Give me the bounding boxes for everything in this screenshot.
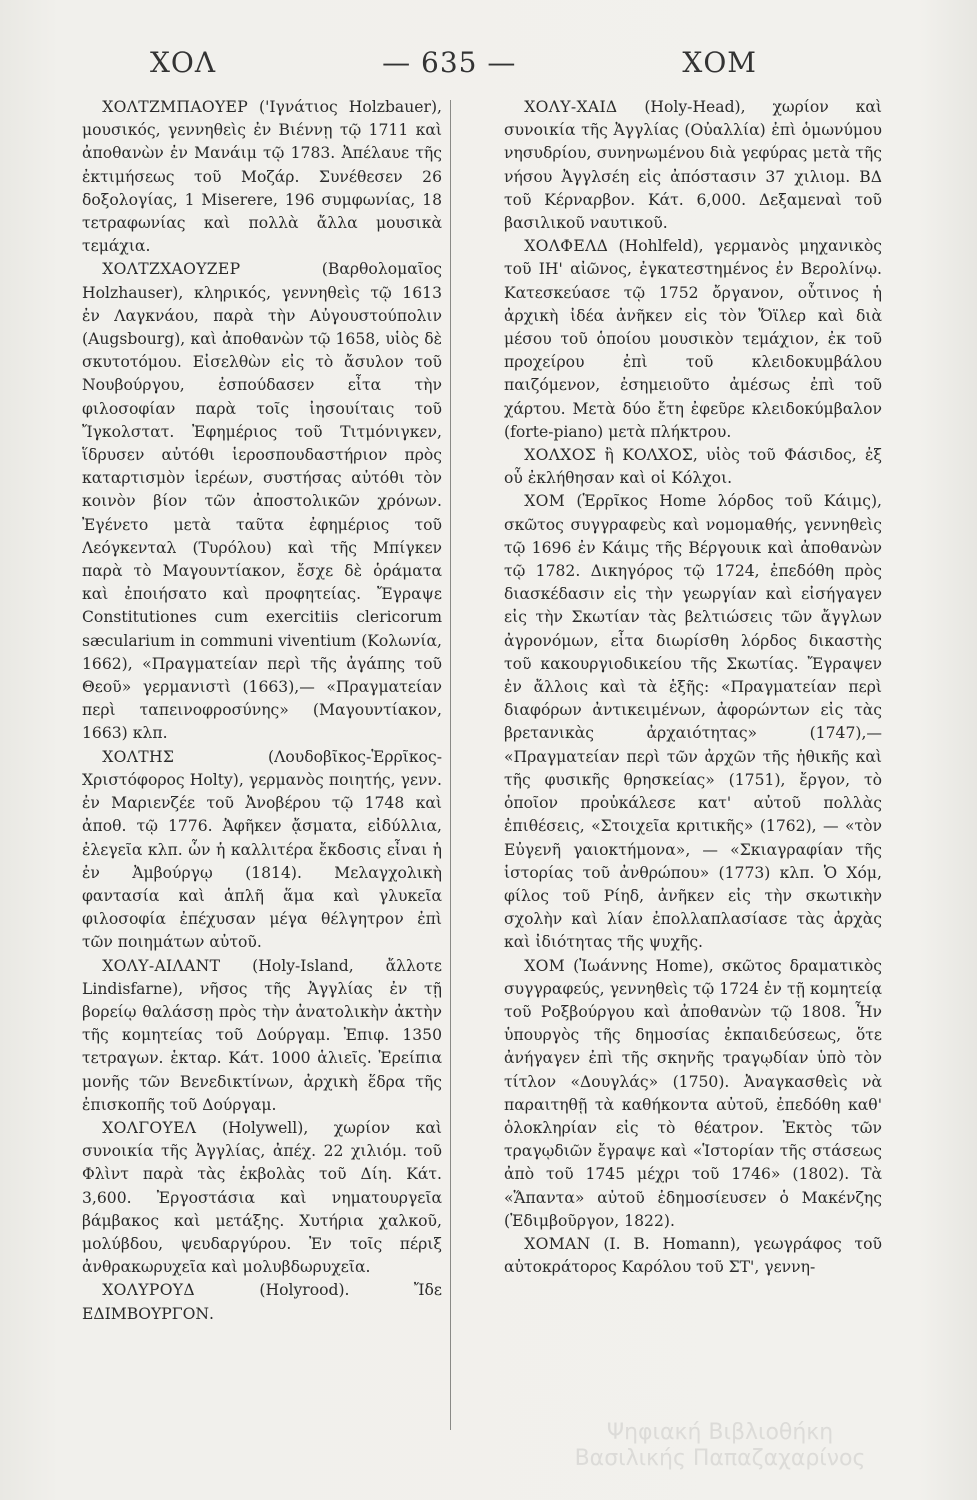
entry bbox=[82, 955, 442, 1117]
right-column bbox=[504, 96, 882, 1436]
text-columns bbox=[82, 96, 882, 1436]
entry-text: (Ἰωάννης Home), σκῶτος δραματικὸς συγγραφεύς, γεννηθεὶς τῷ 1724 ἐν τῇ κομητείᾳ τοῦ Ροξβούργου καὶ ἀποθανὼν τῷ 1808. Ἦν ὑπουργὸς τῆς δημοσίας ἐκπαιδεύσεως, ὅτε ἀνήγαγεν ἐπὶ τῆς σκηνῆς τραγῳδίαν ὑπὸ τὸν τίτλον «Δουγλάς» (1750). Ἀναγκασθεὶς νὰ παραιτηθῇ τὰ καθήκοντα αὐτοῦ, ἐπεδόθη καθ' ὁλοκληρίαν εἰς τὸ θέατρον. Ἐκτὸς τῶν τραγῳδιῶν ἔγραψε καὶ «Ἱστορίαν τῆς στάσεως ἀπὸ τοῦ 1745 μέχρι τοῦ 1746» (1802). Τὰ «Ἅπαντα» αὐτοῦ ἐδημοσίευσεν ὁ Μακένζης (Ἐδιμβοῦργον, 1822). bbox=[504, 956, 882, 1230]
entry-text: (Ἑρρῖκος Home λόρδος τοῦ Κάιμς), σκῶτος συγγραφεὺς καὶ νομομαθής, γεννηθεὶς τῷ 1696 ἐν Κάιμς τῆς Βέργουικ καὶ ἀποθανὼν τῷ 1782. Δικηγόρος τῷ 1724, ἐπεδόθη πρὸς διασκέδασιν εἰς τὴν γεωργίαν καὶ εἰσήγαγεν εἰς τὴν Σκωτίαν τὰς βελτιώσεις τῶν ἄγγλων ἀγρονόμων, εἶτα διωρίσθη λόρδος δικαστὴς τοῦ κακουργιοδικείου τῆς Σκωτίας. Ἔγραψεν ἐν ἄλλοις καὶ τὰ ἑξῆς: «Πραγματείαν περὶ διαφόρων ἀντικειμένων, ἀφορώντων εἰς τὰς βρετανικὰς ἀρχαιότητας» (1747),— «Πραγματείαν περὶ τῶν ἀρχῶν τῆς ἠθικῆς καὶ τῆς φυσικῆς θρησκείας» (1751), ἔργον, τὸ ὁποῖον προὐκάλεσε κατ' αὐτοῦ πολλὰς ἐπιθέσεις, «Στοιχεῖα κριτικῆς» (1762), — «τὸν Εὐγενῆ γαιοκτήμονα», — «Σκιαγραφίαν τῆς ἱστορίας τοῦ ἀνθρώπου» (1773) κλπ. Ὁ Χόμ, φίλος τοῦ Ρίηδ, ἀνῆκεν εἰς τὴν σκωτικὴν σχολὴν καὶ λίαν ἐπολλαπλασίασε τὰς ἀρχὰς καὶ ἰδιότητας τῆς ψυχῆς. bbox=[504, 492, 882, 952]
entry bbox=[82, 258, 442, 745]
page-number: — 635 — bbox=[382, 46, 517, 79]
entry-headword: ΧΟΜΑΝ bbox=[524, 1234, 591, 1253]
entry bbox=[504, 955, 882, 1233]
entry-headword: ΧΟΛΧΟΣ bbox=[524, 446, 597, 465]
entry-headword: ΧΟΛΥΡΟΥΔ bbox=[102, 1281, 195, 1300]
entry-text: ('Ιγνάτιος Holzbauer), μουσικός, γεννηθεὶς ἐν Βιέννῃ τῷ 1711 καὶ ἀποθανὼν ἐν Μανάιμ τῷ 1783. Ἀπέλαυε τῆς ἐκτιμήσεως τοῦ Μοζάρ. Συνέθεσεν 26 δοξολογίας, 1 Miserere, 196 συμφωνίας, 18 τετραφωνίας καὶ πολλὰ ἄλλα μουσικὰ τεμάχια. bbox=[82, 98, 442, 256]
entry-headword: ΧΟΜ bbox=[524, 492, 566, 511]
entry-text: (Hohlfeld), γερμανὸς μηχανικὸς τοῦ ΙΗ' αἰῶνος, ἐγκατεστημένος ἐν Βερολίνῳ. Κατεσκεύασε τῷ 1752 ὄργανον, οὗτινος ἡ ἀρχικὴ ἰδέα ἀνῆκεν εἰς τὸν Ὄϊλερ καὶ διὰ μέσου τοῦ ὁποίου μουσικὸν τεμάχιον, ἐκ τοῦ προχείρου ἐπὶ τοῦ κλειδοκυμβάλου παιζόμενον, ἐσημειοῦτο ἀμέσως ἐπὶ τοῦ χάρτου. Μετὰ δύο ἔτη ἐφεῦρε κλειδοκύμβαλον (forte-piano) μετὰ πλήκτρου. bbox=[504, 237, 882, 441]
entry bbox=[504, 1233, 882, 1279]
entry-headword: ΧΟΛΤΖΜΠΑΟΥΕΡ bbox=[102, 98, 249, 116]
entry bbox=[504, 490, 882, 954]
entry-headword: ΧΟΛΤΖΧΑΟΥΖΕΡ bbox=[102, 260, 241, 279]
page-header bbox=[150, 46, 757, 79]
entry-text: (Βαρθολομαῖος Holzhauser), κληρικός, γεννηθεὶς τῷ 1613 ἐν Λαγκνάου, παρὰ τὴν Αὐγουστούπολιν (Augsbourg), καὶ ἀποθανὼν τῷ 1658, υἱὸς δὲ σκυτοτόμου. Εἰσελθὼν εἰς τὸ ἄσυλον τοῦ Νουβούργου, ἐσπούδασεν εἶτα τὴν φιλοσοφίαν παρὰ τοῖς ἰησουίταις τοῦ Ἴγκολστατ. Ἐφημέριος τοῦ Τιτμόνιγκεν, ἵδρυσεν αὐτόθι ἱεροσπουδαστήριον πρὸς καταρτισμὸν ἱερέων, συστήσας αὐτόθι τὸν κοινὸν βίον τῶν ἀποστολικῶν χρόνων. Ἐγένετο μετὰ ταῦτα ἐφημέριος τοῦ Λεόγκενταλ (Τυρόλου) καὶ τῆς Μπίγκεν παρὰ τὸ Μαγουντίακον, ἔσχε δὲ ὁράματα καὶ ἐποιήσατο καὶ προφητείας. Ἔγραψε Constitutiones cum exercitiis clericorum sæcularium in communi viventium (Κολωνία, 1662), «Πραγματείαν περὶ τῆς ἀγάπης τοῦ Θεοῦ» γερμανιστὶ (1663),— «Πραγματείαν περὶ ταπεινοφροσύνης» (Μαγουντίακον, 1663) κλπ. bbox=[82, 260, 442, 743]
library-watermark: Ψηφιακή Βιβλιοθήκη Βασιλικής Παπαζαχαρίνος bbox=[574, 1420, 866, 1471]
entry bbox=[504, 235, 882, 444]
entry-text: ἢ ΚΟΛΧΟΣ, υἱὸς τοῦ Φάσιδος, ἐξ οὗ ἐκλήθησαν καὶ οἱ Κόλχοι. bbox=[504, 446, 882, 488]
left-running-head: ΧΟΛ bbox=[150, 46, 217, 79]
entry-headword: ΧΟΛΥ-ΧΑΙΔ bbox=[524, 98, 618, 116]
right-running-head: ΧΟΜ bbox=[682, 46, 757, 79]
entry-text: (Holy-Island, ἄλλοτε Lindisfarne), νῆσος τῆς Ἀγγλίας ἐν τῇ βορείῳ θαλάσσῃ πρὸς τὴν ἀνατολικὴν ἀκτὴν τῆς κομητείας τοῦ Δούργαμ. Ἐπιφ. 1350 τετραγων. ἑκταρ. Κάτ. 1000 ἁλιεῖς. Ἐρείπια μονῆς τῶν Βενεδικτίνων, ἀρχικὴ ἕδρα τῆς ἐπισκοπῆς τοῦ Δούργαμ. bbox=[82, 956, 442, 1114]
entry bbox=[82, 1279, 442, 1325]
entry-headword: ΧΟΛΓΟΥΕΛ bbox=[102, 1118, 197, 1137]
entry-text: (Holy-Head), χωρίον καὶ συνοικία τῆς Ἀγγλίας (Οὐαλλία) ἐπὶ ὁμωνύμου νησυδρίου, συνηνωμένου διὰ γεφύρας μετὰ τῆς νήσου Ἀγγλσέη εἰς ἀπόστασιν 37 χιλιομ. ΒΔ τοῦ Κέρναρβον. Κάτ. 6,000. Δεξαμεναὶ τοῦ βασιλικοῦ ναυτικοῦ. bbox=[504, 98, 882, 233]
entry bbox=[82, 746, 442, 955]
entry-text: (Holyrood). Ἴδε ΕΔΙΜΒΟΥΡΓΟΝ. bbox=[82, 1281, 442, 1323]
entry-text: (Holywell), χωρίον καὶ συνοικία τῆς Ἀγγλίας, ἀπέχ. 22 χιλιόμ. τοῦ Φλὶντ παρὰ τὰς ἐκβολὰς τοῦ Δίη. Κάτ. 3,600. Ἐργοστάσια καὶ νηματουργεῖα βάμβακος καὶ μετάξης. Χυτήρια χαλκοῦ, μολύβδου, ψευδαργύρου. Ἐν τοῖς πέριξ ἀνθρακωρυχεῖα καὶ μολυβδωρυχεῖα. bbox=[82, 1118, 442, 1277]
entry-headword: ΧΟΛΦΕΛΔ bbox=[524, 237, 609, 256]
entry bbox=[82, 96, 442, 258]
entry bbox=[504, 444, 882, 490]
entry bbox=[504, 96, 882, 235]
entry-headword: ΧΟΛΤΗΣ bbox=[102, 747, 175, 766]
entry-headword: ΧΟΜ bbox=[524, 956, 566, 975]
entry-headword: ΧΟΛΥ-ΑΙΛΑΝΤ bbox=[102, 956, 221, 975]
entry bbox=[82, 1117, 442, 1279]
left-column bbox=[82, 96, 442, 1436]
entry-text: (Λουδοβῖκος-Ἑρρῖκος-Χριστόφορος Holty), γερμανὸς ποιητής, γενν. ἐν Μαριενζέε τοῦ Ἀνοβέρου τῷ 1748 καὶ ἀποθ. τῷ 1776. Ἀφῆκεν ᾄσματα, εἰδύλλια, ἐλεγεῖα κλπ. ὧν ἡ καλλιτέρα ἔκδοσις εἶναι ἡ ἐν Ἀμβούργῳ (1814). Μελαγχολικὴ φαντασία καὶ ἁπλῆ ἅμα καὶ γλυκεῖα φιλοσοφία ἐπέχυσαν μέγα θέλγητρον ἐπὶ τῶν ποιημάτων αὐτοῦ. bbox=[82, 747, 442, 952]
entry-text: (I. B. Homann), γεωγράφος τοῦ αὐτοκράτορος Καρόλου τοῦ ΣΤ', γεννη- bbox=[504, 1234, 882, 1277]
